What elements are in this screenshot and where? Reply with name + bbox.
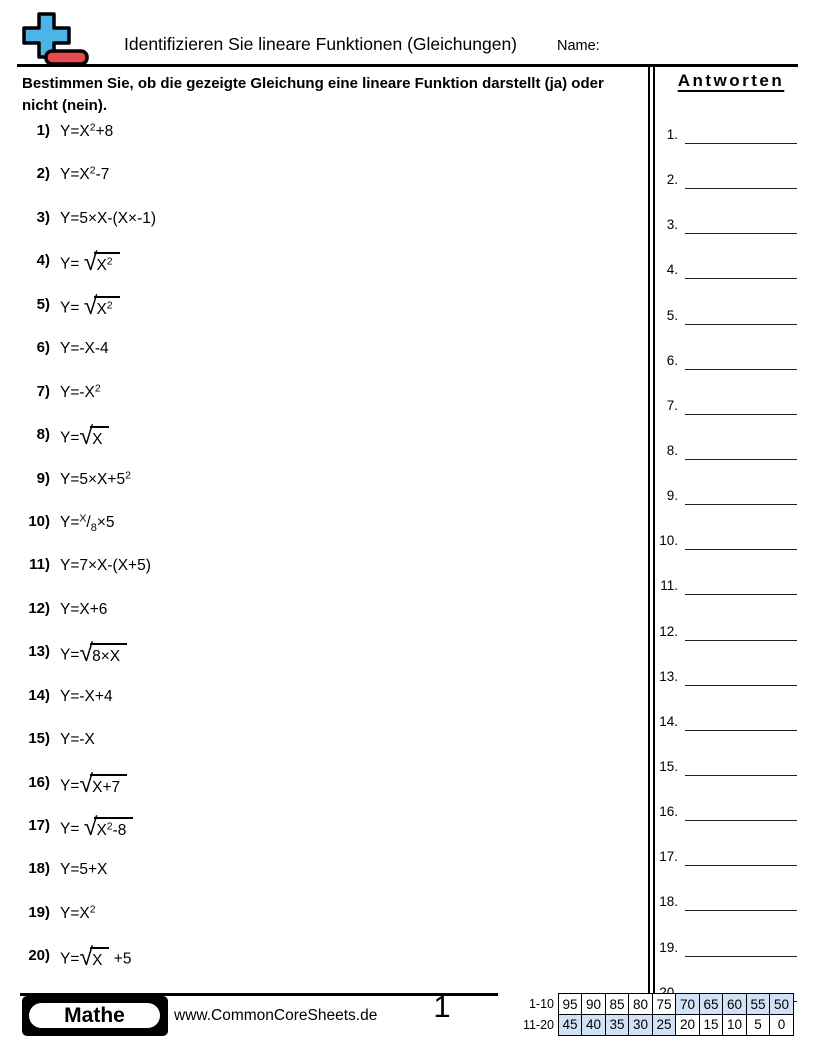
answer-number: 10.: [659, 533, 678, 549]
grading-cell: 30: [628, 1014, 653, 1036]
answer-number: 18.: [659, 894, 678, 910]
problem-row: [20, 422, 635, 468]
equation: Y= √ X +5: [60, 943, 132, 972]
problem-row: [20, 512, 635, 555]
minus-icon: [46, 51, 87, 64]
answer-row: [655, 398, 805, 443]
equation: $Y=X^2+8$: [60, 121, 114, 140]
instructions-line-2: nicht (nein).: [22, 96, 107, 114]
equation: Y= √ X+7: [60, 773, 127, 798]
answer-blank[interactable]: [685, 775, 797, 776]
answer-number: 1.: [666, 127, 678, 142]
answer-number: 19.: [659, 939, 678, 955]
answer-blank[interactable]: [685, 278, 797, 279]
answer-blank[interactable]: [685, 594, 797, 595]
answer-blank[interactable]: [685, 414, 797, 415]
equation: Y= √ $X^2$: [60, 251, 120, 276]
answer-blank[interactable]: [685, 504, 797, 505]
grading-cell: 95: [558, 993, 583, 1015]
answer-row: [655, 217, 805, 262]
grading-cell: 85: [605, 993, 630, 1015]
answer-row: [655, 578, 805, 623]
superscript: 2: [94, 382, 101, 395]
equation: Y=-X-4: [60, 340, 109, 358]
problem-row: [20, 813, 635, 859]
problem-row: [20, 208, 635, 251]
answer-blank[interactable]: [685, 549, 797, 550]
grading-cell: 50: [769, 993, 794, 1015]
answer-blank[interactable]: [685, 233, 797, 234]
grading-cell: 65: [699, 993, 724, 1015]
problem-row: [20, 943, 635, 989]
grading-cell: 10: [722, 1014, 747, 1036]
problem-number: 14): [28, 686, 50, 704]
answer-row: [655, 849, 805, 894]
problem-number: 6): [36, 339, 50, 357]
answer-number: 7.: [666, 397, 678, 413]
answer-row: [655, 308, 805, 353]
answer-number: 15.: [659, 758, 678, 774]
radical: [83, 813, 134, 841]
page-title: Identifizieren Sie lineare Funktionen (Gleichungen): [124, 34, 518, 54]
problems-list: [20, 121, 635, 990]
subject-badge-label: Mathe: [26, 1000, 163, 1031]
grading-cell: 60: [722, 993, 747, 1015]
radicand: X: [90, 426, 109, 449]
answer-number: 12.: [659, 623, 678, 639]
radical: [79, 639, 127, 668]
answer-row: [655, 624, 805, 669]
answer-number: 6.: [666, 352, 678, 368]
grading-table-row: [512, 1014, 794, 1036]
instructions: [22, 73, 642, 116]
superscript: 2: [125, 469, 131, 481]
answer-row: [655, 759, 805, 804]
answer-blank[interactable]: [685, 730, 797, 731]
grading-table-row: [512, 993, 794, 1015]
problem-number: 10): [28, 512, 50, 530]
problem-row: [20, 291, 635, 338]
radical-sign-icon: √: [83, 248, 98, 277]
grading-cell: 80: [628, 993, 653, 1015]
grading-cell: 15: [699, 1014, 724, 1036]
problem-number: 19): [28, 903, 50, 921]
answer-row: [655, 669, 805, 714]
radical-sign-icon: √: [79, 943, 94, 972]
problem-row: [20, 686, 635, 729]
problem-number: 9): [36, 469, 50, 487]
equation: $Y=-X^2$: [60, 382, 101, 401]
problem-number: 20): [28, 947, 50, 965]
problem-number: 5): [36, 295, 50, 313]
equation: Y= √ X: [60, 425, 109, 450]
radical-sign-icon: √: [83, 291, 98, 320]
answer-blank[interactable]: [685, 188, 797, 189]
subject-badge: [22, 996, 168, 1036]
answer-blank[interactable]: [685, 956, 797, 957]
equation: Y= √ $X^2-8$: [60, 816, 133, 841]
answers-title: Antworten: [677, 71, 785, 90]
answer-blank[interactable]: [685, 910, 797, 911]
problem-number: 13): [28, 643, 50, 661]
grading-cell: 20: [675, 1014, 700, 1036]
answer-number: 9.: [666, 488, 678, 504]
grading-cell: 25: [652, 1014, 677, 1036]
radical: [79, 943, 109, 972]
problem-number: 17): [28, 817, 50, 834]
answer-blank[interactable]: [685, 820, 797, 821]
answer-row: [655, 894, 805, 939]
answer-row: [655, 127, 805, 172]
answer-blank[interactable]: [685, 685, 797, 686]
grading-table: [512, 993, 794, 1036]
superscript: 2: [89, 903, 96, 916]
answer-number: 16.: [659, 804, 678, 820]
subscript: 8: [90, 521, 97, 534]
superscript: X: [79, 512, 87, 525]
answer-number: 13.: [659, 668, 678, 684]
grading-cell: 0: [769, 1014, 794, 1036]
answers-list: [655, 127, 805, 1030]
radicand: $X^2-8$: [94, 817, 133, 840]
equation: $Y=5\times X+5^2$: [60, 469, 131, 488]
grading-row-label: 11-20: [522, 1017, 554, 1032]
problem-row: [20, 164, 635, 207]
problem-number: 3): [36, 208, 50, 226]
answer-row: [655, 262, 805, 307]
grading-cell: 35: [605, 1014, 630, 1036]
answer-blank[interactable]: [685, 865, 797, 866]
problem-row: [20, 469, 635, 512]
superscript: 2: [89, 164, 96, 177]
equation: Y= √ $X^2$: [60, 295, 120, 320]
radical-sign-icon: √: [79, 422, 94, 451]
radicand: X: [90, 947, 109, 970]
equation: Y=X+6: [60, 600, 108, 618]
equation: Y=7×X-(X+5): [60, 557, 151, 575]
problem-row: [20, 769, 635, 816]
website-text: www.CommonCoreSheets.de: [174, 1007, 378, 1024]
answer-row: [655, 804, 805, 849]
radicand: X+7: [90, 774, 127, 797]
radical: [79, 769, 127, 798]
grading-cell: 75: [652, 993, 677, 1015]
answer-row: [655, 488, 805, 533]
problem-row: [20, 555, 635, 598]
equation: $Y=X^2-7$: [60, 164, 110, 184]
radicand: $X^2$: [94, 296, 119, 319]
answer-row: [655, 533, 805, 578]
problem-row: [20, 859, 635, 902]
grading-row-label: 1-10: [528, 997, 554, 1011]
problem-row: [20, 121, 635, 164]
answer-blank[interactable]: [685, 459, 797, 460]
answer-blank[interactable]: [685, 143, 797, 144]
grading-cell: 55: [746, 993, 771, 1015]
equation: Y=-X+4: [60, 687, 113, 705]
problem-number: 7): [36, 382, 50, 400]
answer-row: [655, 940, 805, 985]
equation: Y=5×X-(X×-1): [60, 209, 157, 227]
superscript: 2: [106, 299, 113, 312]
answer-number: 17.: [659, 849, 678, 865]
problem-number: 11): [29, 556, 50, 574]
answer-blank[interactable]: [685, 324, 797, 325]
grading-cell: 5: [746, 1014, 771, 1036]
answer-number: 5.: [666, 307, 678, 323]
problem-number: 18): [28, 860, 50, 878]
problem-number: 4): [36, 252, 50, 270]
equation: $Y=X^2$: [60, 903, 96, 922]
answer-row: [655, 714, 805, 759]
equation: Y=5+X: [60, 861, 108, 879]
problem-number: 2): [36, 165, 50, 183]
grading-cell: 70: [675, 993, 700, 1015]
superscript: 2: [106, 255, 113, 268]
answer-row: [655, 172, 805, 217]
instructions-line-1: Bestimmen Sie, ob die gezeigte Gleichung eine lineare Funktion darstellt (ja) oder: [22, 75, 604, 92]
problem-number: 15): [28, 730, 50, 748]
problem-row: [20, 639, 635, 685]
problem-row: [20, 338, 635, 381]
answer-blank[interactable]: [685, 640, 797, 641]
problem-row: [20, 729, 635, 772]
problem-row: [20, 248, 635, 294]
radical-sign-icon: √: [79, 769, 94, 798]
radicand: 8×X: [90, 643, 127, 666]
answer-number: 2.: [666, 172, 678, 188]
grading-cell: 90: [581, 993, 606, 1015]
plus-minus-icon: [18, 11, 90, 68]
radical-sign-icon: √: [83, 813, 98, 841]
column-divider: [648, 66, 655, 993]
problem-row: [20, 599, 635, 642]
radicand: $X^2$: [94, 252, 119, 275]
problem-row: [20, 903, 635, 946]
answer-number: 14.: [659, 713, 678, 729]
page-number: 1: [433, 989, 451, 1024]
name-label: Name:: [557, 38, 600, 54]
answer-number: 11.: [660, 578, 678, 594]
equation: Y=-X: [60, 731, 95, 749]
answer-row: [655, 353, 805, 398]
problem-number: 1): [36, 122, 50, 139]
header-rule: [17, 64, 798, 67]
superscript: 2: [106, 820, 113, 833]
problem-number: 8): [36, 426, 50, 444]
answer-row: [655, 443, 805, 488]
grading-cell: 45: [558, 1014, 583, 1036]
answer-blank[interactable]: [685, 369, 797, 370]
answer-number: 3.: [666, 217, 678, 233]
problem-number: 12): [28, 599, 50, 617]
problem-row: [20, 382, 635, 425]
grading-cell: 40: [581, 1014, 606, 1036]
answer-number: 4.: [666, 262, 678, 278]
superscript: 2: [89, 121, 96, 134]
problem-number: 16): [28, 773, 50, 791]
radical-sign-icon: √: [79, 639, 94, 668]
answer-number: 8.: [666, 442, 678, 458]
equation: $Y=^X/_8\times 5$: [60, 512, 115, 534]
equation: Y= √ 8×X: [60, 642, 127, 667]
